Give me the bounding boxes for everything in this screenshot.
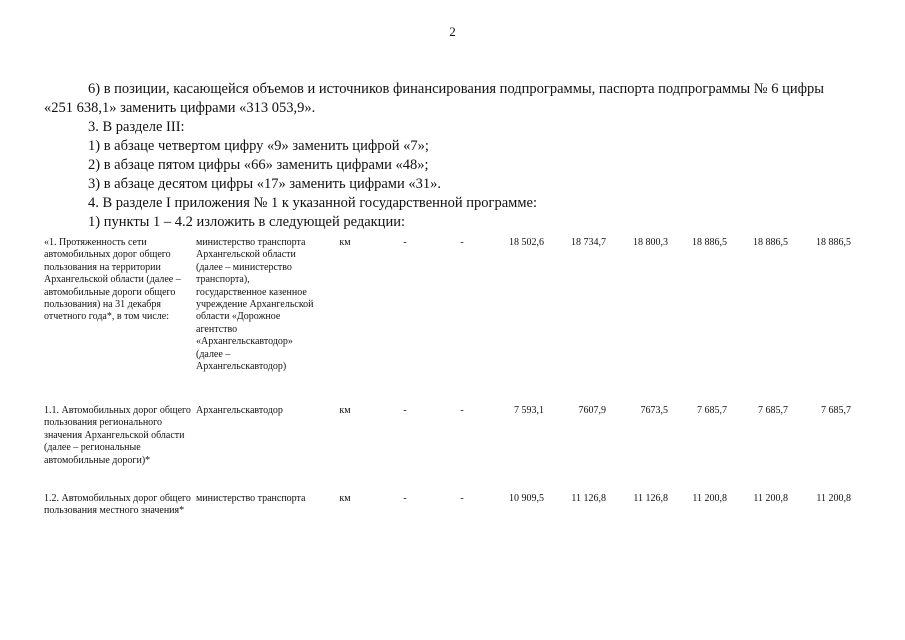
row-value-5: 7 685,7	[758, 405, 788, 416]
row-value-2: 7607,9	[578, 405, 606, 416]
row-unit: км	[339, 237, 351, 248]
row-value-3: 7673,5	[640, 405, 668, 416]
row-value-6: 18 886,5	[816, 237, 851, 248]
row-value-3: 18 800,3	[633, 237, 668, 248]
row-name: 1.2. Автомобильных дорог общего пользования местного значения*	[44, 493, 191, 517]
row-unit: км	[339, 405, 351, 416]
row-value-1: 7 593,1	[514, 405, 544, 416]
paragraph-6-financing: 6) в позиции, касающейся объемов и источников финансирования подпрограммы, паспорта подпрограммы № 6 цифры	[88, 81, 824, 97]
row-executor: министерство транспорта	[196, 493, 306, 504]
paragraph-section-4: 4. В разделе I приложения № 1 к указанной государственной программе:	[88, 195, 537, 211]
paragraph-item-3: 3) в абзаце десятом цифры «17» заменить цифрами «31».	[88, 176, 441, 192]
paragraph-section-3: 3. В разделе III:	[88, 119, 185, 135]
row-col-b: -	[460, 405, 464, 416]
row-value-4: 18 886,5	[692, 237, 727, 248]
row-executor: министерство транспорта Архангельской области (далее – министерство транспорта), государственное казенное учреждение Архангельской области «Дорожное агентство «Архангельскавтодор» (далее – Архангельскавтодор)	[196, 237, 314, 373]
row-executor: Архангельскавтодор	[196, 405, 283, 416]
row-value-6: 11 200,8	[816, 493, 851, 504]
row-value-3: 11 126,8	[633, 493, 668, 504]
row-col-b: -	[460, 493, 464, 504]
row-value-1: 18 502,6	[509, 237, 544, 248]
row-col-a: -	[403, 493, 407, 504]
row-value-2: 18 734,7	[571, 237, 606, 248]
paragraph-section-4-item-1: 1) пункты 1 – 4.2 изложить в следующей редакции:	[88, 214, 405, 230]
page-number: 2	[449, 24, 456, 39]
row-col-b: -	[460, 237, 464, 248]
paragraph-6-continuation: «251 638,1» заменить цифрами «313 053,9».	[44, 100, 316, 116]
row-value-2: 11 126,8	[571, 493, 606, 504]
row-col-a: -	[403, 405, 407, 416]
row-value-4: 7 685,7	[697, 405, 727, 416]
row-unit: км	[339, 493, 351, 504]
row-value-6: 7 685,7	[821, 405, 851, 416]
paragraph-item-2: 2) в абзаце пятом цифры «66» заменить цифрами «48»;	[88, 157, 429, 173]
row-value-1: 10 909,5	[509, 493, 544, 504]
paragraph-item-1: 1) в абзаце четвертом цифру «9» заменить цифрой «7»;	[88, 138, 429, 154]
row-col-a: -	[403, 237, 407, 248]
row-name: 1.1. Автомобильных дорог общего пользования регионального значения Архангельской области (далее – региональные автомобильные дороги)*	[44, 405, 191, 466]
row-name: «1. Протяженность сети автомобильных дорог общего пользования на территории Архангельской области (далее – автомобильные дороги общего пользования) на 31 декабря отчетного года*, в том числе:	[44, 237, 181, 323]
row-value-4: 11 200,8	[692, 493, 727, 504]
row-value-5: 11 200,8	[753, 493, 788, 504]
row-value-5: 18 886,5	[753, 237, 788, 248]
